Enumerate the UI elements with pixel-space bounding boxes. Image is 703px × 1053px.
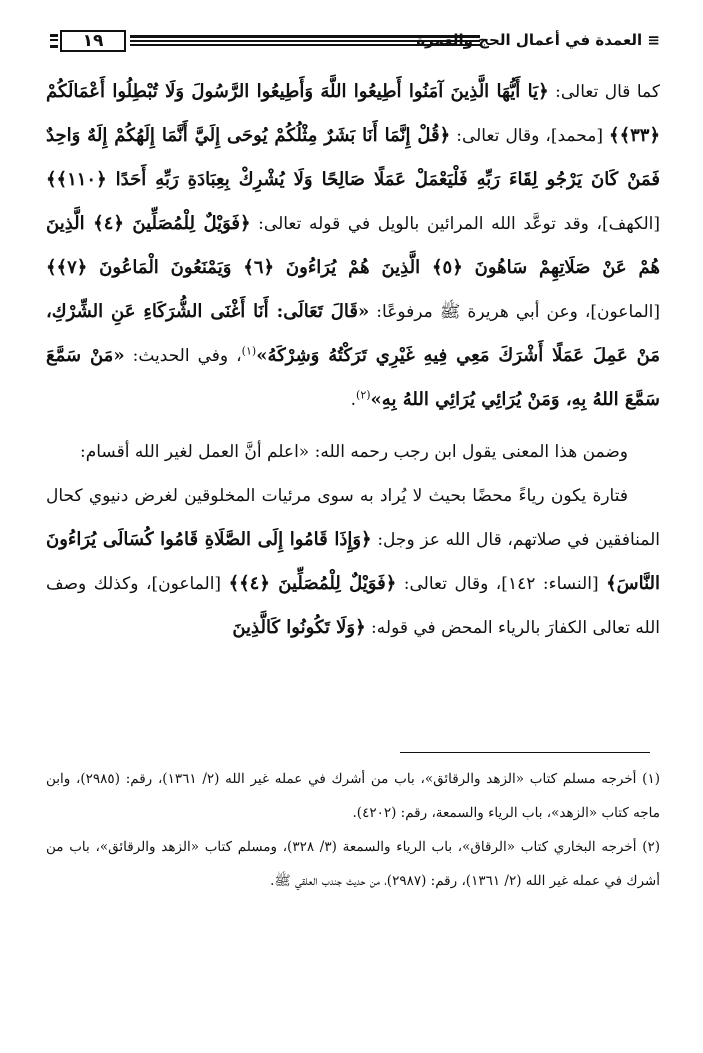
page-header <box>50 28 660 54</box>
text-span: [الماعون]، وكذلك وصف الله تعالى الكفارَ بالرياء المحض في قوله: <box>46 574 660 638</box>
quran-verse: ﴿فَوَيْلٌ لِلْمُصَلِّينَ ﴿٤﴾﴾ <box>228 573 397 594</box>
footnote-number: (٢) <box>642 839 661 855</box>
footnote-ref: (١) <box>241 344 257 358</box>
text-span: . <box>350 390 357 410</box>
footnote-1 <box>46 762 660 830</box>
footnote-2 <box>46 830 660 898</box>
paragraph-2 <box>46 430 660 474</box>
text-span: [النساء: ١٤٢]، وقال تعالى: <box>396 574 607 594</box>
paragraph-3 <box>46 474 660 650</box>
footnote-number: (١) <box>642 771 660 787</box>
text-span: فتارة يكون رياءً محضًا بحيث لا يُراد به سوى مرئيات المخلوقين لغرض دنيوي كحال المنافقين في صلاتهم، قال الله عز وجل: <box>46 486 660 550</box>
footnote-divider <box>400 752 650 753</box>
quran-verse: ﴿فَوَيْلٌ لِلْمُصَلِّينَ ﴿٤﴾ الَّذِينَ هُمْ عَنْ صَلَاتِهِمْ سَاهُونَ ﴿٥﴾ الَّذِينَ هُمْ يُرَاءُونَ ﴿٦﴾ وَيَمْنَعُونَ الْمَاعُونَ ﴿٧﴾﴾ <box>46 213 660 278</box>
footnote-text: أخرجه مسلم كتاب «الزهد والرقائق»، باب من أشرك في عمله غير الله (٢/ ١٣٦١)، رقم: (٢٩٨٥)، وابن ماجه كتاب «الزهد»، باب الرياء والسمعة، رقم: (٤٢٠٢). <box>46 771 660 821</box>
quran-verse: ﴿قُلْ إِنَّمَا أَنَا بَشَرٌ مِثْلُكُمْ يُوحَى إِلَيَّ أَنَّمَا إِلَهُكُمْ إِلَهٌ وَاحِدٌ فَمَنْ كَانَ يَرْجُو لِقَاءَ رَبِّهِ فَلْيَعْمَلْ عَمَلًا صَالِحًا وَلَا يُشْرِكْ بِعِبَادَةِ رَبِّهِ أَحَدًا ﴿١١٠﴾﴾ <box>46 125 660 190</box>
text-span: [محمد]، وقال تعالى: <box>450 126 610 146</box>
hadith-quote: «قَالَ تَعَالَى: أَنَا أَغْنَى الشُّرَكَاءِ عَنِ الشِّرْكِ، مَنْ عَمِلَ عَمَلًا أَشْرَكَ مَعِي فِيهِ غَيْرِي تَرَكْتُهُ وَشِرْكَهُ» <box>46 301 660 366</box>
text-span: ، وفي الحديث: <box>124 346 242 366</box>
quran-verse: ﴿يَا أَيُّهَا الَّذِينَ آمَنُوا أَطِيعُوا اللَّهَ وَأَطِيعُوا الرَّسُولَ وَلَا تُبْطِلُوا أَعْمَالَكُمْ ﴿٣٣﴾﴾ <box>46 81 660 146</box>
quran-verse: ﴿وَإِذَا قَامُوا إِلَى الصَّلَاةِ قَامُوا كُسَالَى يُرَاءُونَ النَّاسَ﴾ <box>46 529 660 594</box>
hadith-quote: «مَنْ سَمَّعَ سَمَّعَ اللهُ بِهِ، وَمَنْ يُرَائِي يُرَائِي اللهُ بِهِ» <box>46 345 660 410</box>
running-title: ≡ العمدة في أعمال الحج والعمرة <box>416 31 660 49</box>
footnote-ref: (٢) <box>356 388 371 402</box>
quran-verse: ﴿وَلَا تَكُونُوا كَالَّذِينَ <box>232 617 366 638</box>
footnotes <box>46 762 660 898</box>
main-text <box>46 70 660 650</box>
paragraph-1 <box>46 70 660 422</box>
header-ornament-left <box>50 34 58 48</box>
text-span: [الماعون]، وعن أبي هريرة ﷺ مرفوعًا: <box>369 302 660 322</box>
text-span: وضمن هذا المعنى يقول ابن رجب رحمه الله: «اعلم أنَّ العمل لغير الله أقسام: <box>79 442 628 462</box>
footnote-text: أخرجه البخاري كتاب «الرقاق»، باب الرياء والسمعة (٣/ ٣٢٨)، ومسلم كتاب «الزهد والرقائق»، باب من أشرك في عمله غير الله (٢/ ١٣٦١)، رقم: (٢٩٨٧)، من حديث جندب العلقي ﷺ. <box>46 839 660 889</box>
text-span: كما قال تعالى: <box>548 82 660 102</box>
page-number: ١٩ <box>60 30 126 52</box>
running-title-text: العمدة في أعمال الحج والعمرة <box>416 31 643 49</box>
text-span: [الكهف]، وقد توعَّد الله المرائين بالويل في قوله تعالى: <box>250 214 660 234</box>
